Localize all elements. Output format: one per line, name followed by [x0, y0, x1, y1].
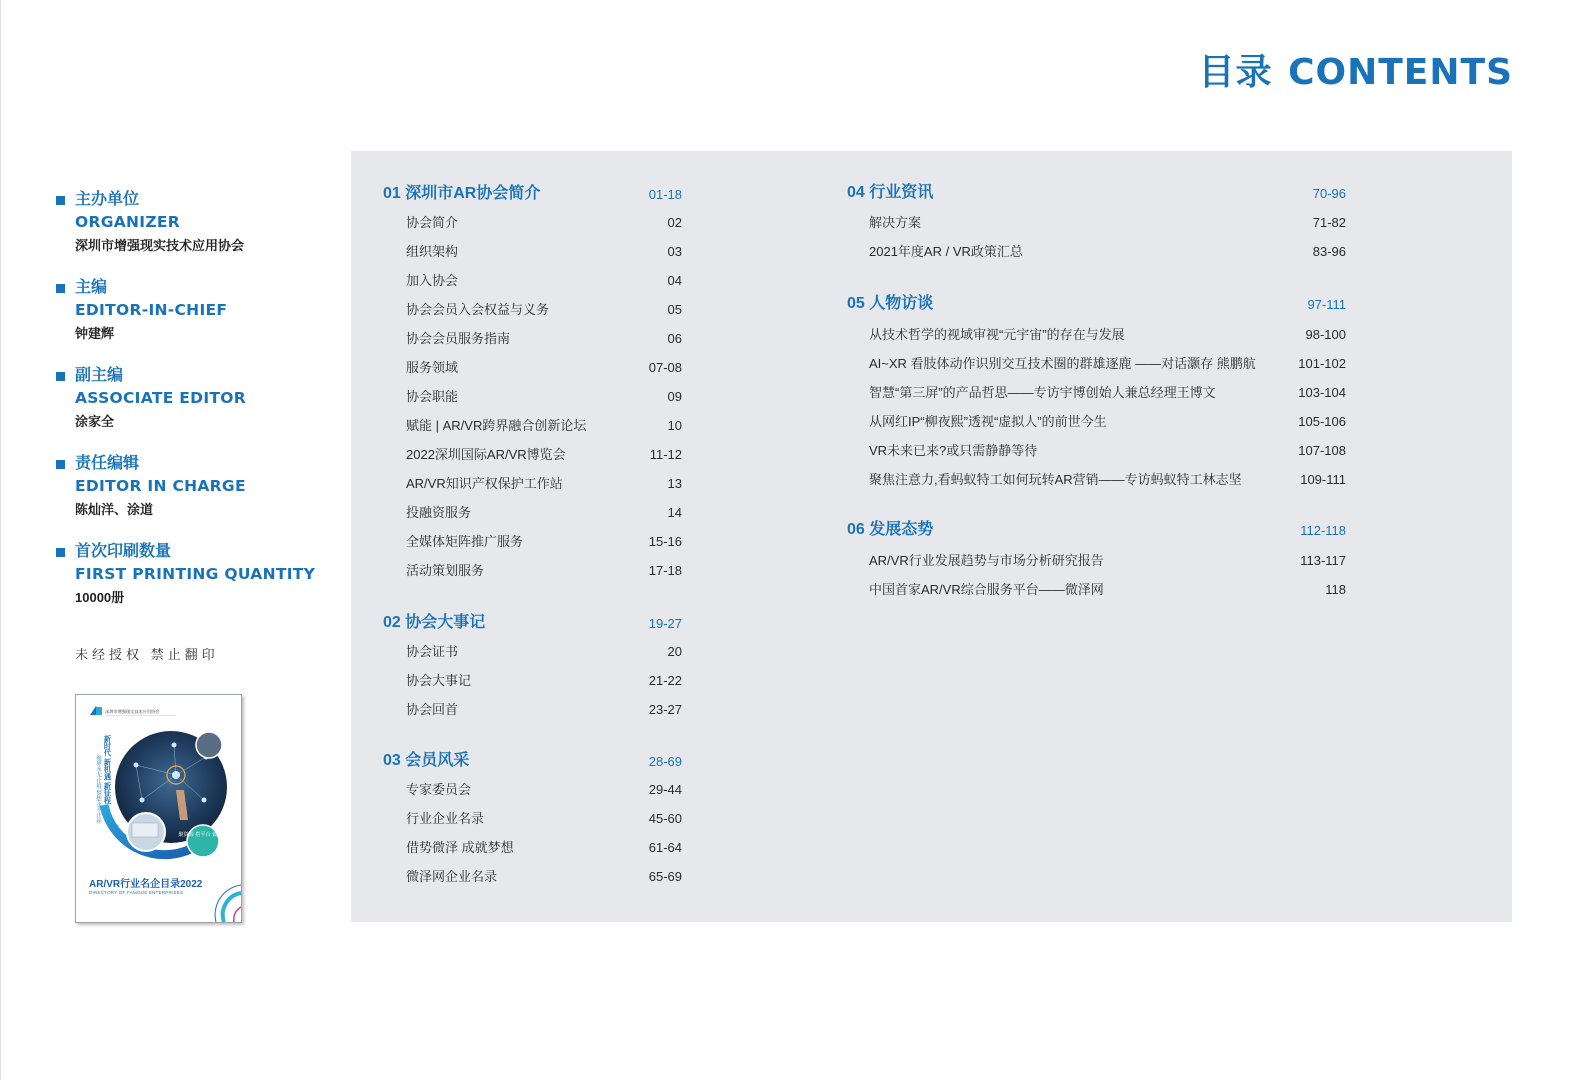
page-title-en: CONTENTS [1288, 52, 1513, 93]
entry-page: 71-82 [1312, 215, 1346, 230]
entry-title: 智慧“第三屏”的产品哲思——专访宇博创始人兼总经理王博文 [869, 385, 1216, 400]
toc-panel [351, 151, 1512, 922]
square-bullet-icon [56, 284, 65, 293]
entry-page: 06 [667, 331, 682, 346]
toc-entry[interactable] [815, 242, 1355, 271]
entry-title: 行业企业名录 [406, 811, 485, 826]
toc-entry[interactable] [815, 412, 1355, 441]
toc-entry[interactable] [351, 300, 691, 329]
entry-title: 协会大事记 [406, 673, 472, 688]
entry-page: 98-100 [1305, 327, 1346, 342]
section-title[interactable]: 03 会员风采 [383, 752, 470, 769]
entry-title: 解决方案 [869, 215, 922, 230]
toc-entry[interactable] [351, 503, 691, 532]
credit-label-cn: 首次印刷数量 [75, 543, 172, 560]
credit-value: 10000册 [75, 590, 125, 605]
entry-page: 83-96 [1312, 244, 1346, 259]
credit-label-en: EDITOR-IN-CHIEF [75, 301, 228, 319]
toc-entry[interactable] [351, 445, 691, 474]
toc-entry[interactable] [351, 780, 691, 809]
page-title [1197, 44, 1513, 95]
entry-page: 17-18 [648, 563, 682, 578]
toc-entry[interactable] [351, 271, 691, 300]
page-title-cn: 目录 [1198, 52, 1273, 93]
cover-thumbnail [75, 694, 242, 923]
entry-title: 协会证书 [406, 644, 459, 659]
entry-title: 服务领域 [406, 360, 459, 375]
entry-title: 活动策划服务 [406, 563, 485, 578]
entry-page: 105-106 [1298, 414, 1346, 429]
toc-entry[interactable] [351, 213, 691, 242]
entry-page: 04 [667, 273, 682, 288]
copyright-notice: 未经授权 禁止翻印 [75, 647, 219, 662]
credit-editor-in-charge [56, 454, 326, 542]
entry-title: 投融资服务 [406, 505, 472, 520]
entry-page: 13 [667, 476, 682, 491]
toc-entry[interactable] [351, 329, 691, 358]
toc-entry[interactable] [351, 809, 691, 838]
cover-slogan-sub: 视界永无止境 梦想永不止步 [95, 755, 101, 824]
toc-section-02 [351, 611, 691, 729]
entry-page: 23-27 [648, 702, 682, 717]
entry-title: 协会回首 [406, 702, 459, 717]
entry-title: 中国首家AR/VR综合服务平台——微泽网 [869, 582, 1104, 597]
entry-title: AI~XR 看肢体动作识别交互技术圈的群雄逐鹿 ——对话灏存 熊鹏航 [869, 356, 1256, 371]
toc-entry[interactable] [815, 354, 1355, 383]
credit-value: 陈灿洋、涂道 [75, 502, 154, 517]
credit-organizer [56, 190, 326, 278]
credit-label-en: FIRST PRINTING QUANTITY [75, 565, 316, 583]
entry-title: 加入协会 [406, 273, 459, 288]
section-page-range: 28-69 [648, 754, 682, 769]
credit-label-en: ORGANIZER [75, 213, 181, 231]
entry-page: 07-08 [648, 360, 682, 375]
credit-label-en: EDITOR IN CHARGE [75, 477, 246, 495]
entry-title: 2022深圳国际AR/VR博览会 [406, 447, 566, 462]
cover-slogan-main: 新时代 新机遇 新征程 [103, 735, 113, 804]
entry-page: 45-60 [648, 811, 682, 826]
section-page-range: 112-118 [1300, 523, 1346, 538]
entry-page: 113-117 [1300, 553, 1346, 568]
entry-page: 14 [667, 505, 682, 520]
entry-title: 2021年度AR / VR政策汇总 [869, 244, 1023, 259]
entry-page: 29-44 [648, 782, 682, 797]
entry-page: 10 [667, 418, 682, 433]
entry-page: 109-111 [1300, 472, 1346, 487]
entry-page: 09 [667, 389, 682, 404]
credit-associate-editor [56, 366, 326, 454]
toc-entry[interactable] [351, 474, 691, 503]
entry-page: 101-102 [1298, 356, 1346, 371]
page-left-edge [0, 0, 1, 1080]
cover-badge-text: 聚资源 搭平台 做服务 [178, 832, 228, 838]
section-title[interactable]: 01 深圳市AR协会简介 [383, 185, 541, 202]
toc-entry[interactable] [351, 642, 691, 671]
credits-list [56, 190, 326, 630]
entry-page: 03 [667, 244, 682, 259]
entry-title: 聚焦注意力,看蚂蚁特工如何玩转AR营销——专访蚂蚁特工林志坚 [869, 472, 1242, 487]
entry-page: 20 [667, 644, 682, 659]
toc-section-05 [815, 292, 1355, 499]
toc-entry[interactable] [351, 838, 691, 867]
entry-page: 15-16 [648, 534, 682, 549]
square-bullet-icon [56, 372, 65, 381]
entry-page: 103-104 [1298, 385, 1346, 400]
credit-label-cn: 主办单位 [75, 191, 140, 208]
entry-title: 借势微泽 成就梦想 [406, 840, 514, 855]
toc-section-01 [351, 182, 691, 590]
toc-entry[interactable] [815, 383, 1355, 412]
credit-value: 深圳市增强现实技术应用协会 [75, 238, 245, 253]
entry-title: 赋能 | AR/VR跨界融合创新论坛 [406, 418, 587, 433]
square-bullet-icon [56, 548, 65, 557]
cover-illustration [76, 695, 241, 922]
credit-label-cn: 主编 [75, 279, 108, 296]
toc-entry[interactable] [351, 387, 691, 416]
toc-entry[interactable] [351, 532, 691, 561]
toc-section-03 [351, 749, 691, 896]
credit-label-cn: 副主编 [75, 367, 124, 384]
entry-title: 专家委员会 [406, 782, 472, 797]
toc-entry[interactable] [351, 561, 691, 590]
square-bullet-icon [56, 460, 65, 469]
entry-page: 118 [1325, 582, 1346, 597]
section-page-range: 19-27 [648, 616, 682, 631]
entry-title: AR/VR行业发展趋势与市场分析研究报告 [869, 553, 1104, 568]
entry-title: 协会会员服务指南 [406, 331, 511, 346]
entry-title: 全媒体矩阵推广服务 [406, 534, 524, 549]
entry-title: 组织架构 [406, 244, 459, 259]
toc-entry[interactable] [815, 441, 1355, 470]
toc-entry[interactable] [815, 580, 1355, 609]
section-title[interactable]: 02 协会大事记 [383, 614, 486, 631]
section-page-range: 97-111 [1307, 297, 1346, 312]
entry-title: 协会会员入会权益与义务 [406, 302, 550, 317]
credit-label-cn: 责任编辑 [75, 455, 140, 472]
entry-title: 协会职能 [406, 389, 459, 404]
section-page-range: 70-96 [1312, 186, 1346, 201]
credit-printing-quantity [56, 542, 326, 630]
entry-page: 107-108 [1298, 443, 1346, 458]
toc-entry[interactable] [351, 242, 691, 271]
toc-entry[interactable] [351, 700, 691, 729]
toc-section-06 [815, 518, 1355, 609]
toc-section-04 [815, 181, 1355, 271]
toc-entry[interactable] [815, 470, 1355, 499]
toc-entry[interactable] [351, 671, 691, 700]
entry-page: 05 [667, 302, 682, 317]
section-title[interactable]: 05 人物访谈 [847, 295, 934, 312]
section-title[interactable]: 04 行业资讯 [847, 184, 934, 201]
entry-page: 61-64 [648, 840, 682, 855]
entry-title: VR未来已来?或只需静静等待 [869, 443, 1038, 458]
entry-title: 协会简介 [406, 215, 459, 230]
toc-entry[interactable] [351, 867, 691, 896]
square-bullet-icon [56, 196, 65, 205]
cover-book-title: AR/VR行业名企目录2022 [89, 879, 203, 890]
entry-page: 11-12 [649, 447, 682, 462]
toc-entry[interactable] [815, 213, 1355, 242]
credit-editor-in-chief [56, 278, 326, 366]
credit-value: 涂家全 [75, 414, 115, 429]
entry-page: 65-69 [648, 869, 682, 884]
toc-entry[interactable] [351, 416, 691, 445]
section-page-range: 01-18 [648, 187, 682, 202]
entry-page: 02 [667, 215, 682, 230]
entry-page: 21-22 [648, 673, 682, 688]
toc-entry[interactable] [815, 325, 1355, 354]
toc-entry[interactable] [815, 551, 1355, 580]
cover-book-subtitle: DIRECTORY OF FAMOUS ENTERPRISES [89, 890, 184, 895]
cover-org-text: 深圳市增强现实技术应用协会 [105, 709, 160, 714]
entry-title: AR/VR知识产权保护工作站 [406, 476, 563, 491]
credit-value: 钟建辉 [75, 326, 115, 341]
toc-entry[interactable] [351, 358, 691, 387]
entry-title: 从技术哲学的视域审视“元宇宙”的存在与发展 [869, 327, 1125, 342]
entry-title: 从网红IP“柳夜熙”透视“虚拟人”的前世今生 [869, 414, 1107, 429]
entry-title: 微泽网企业名录 [406, 869, 498, 884]
section-title[interactable]: 06 发展态势 [847, 521, 934, 538]
credit-label-en: ASSOCIATE EDITOR [75, 389, 247, 407]
